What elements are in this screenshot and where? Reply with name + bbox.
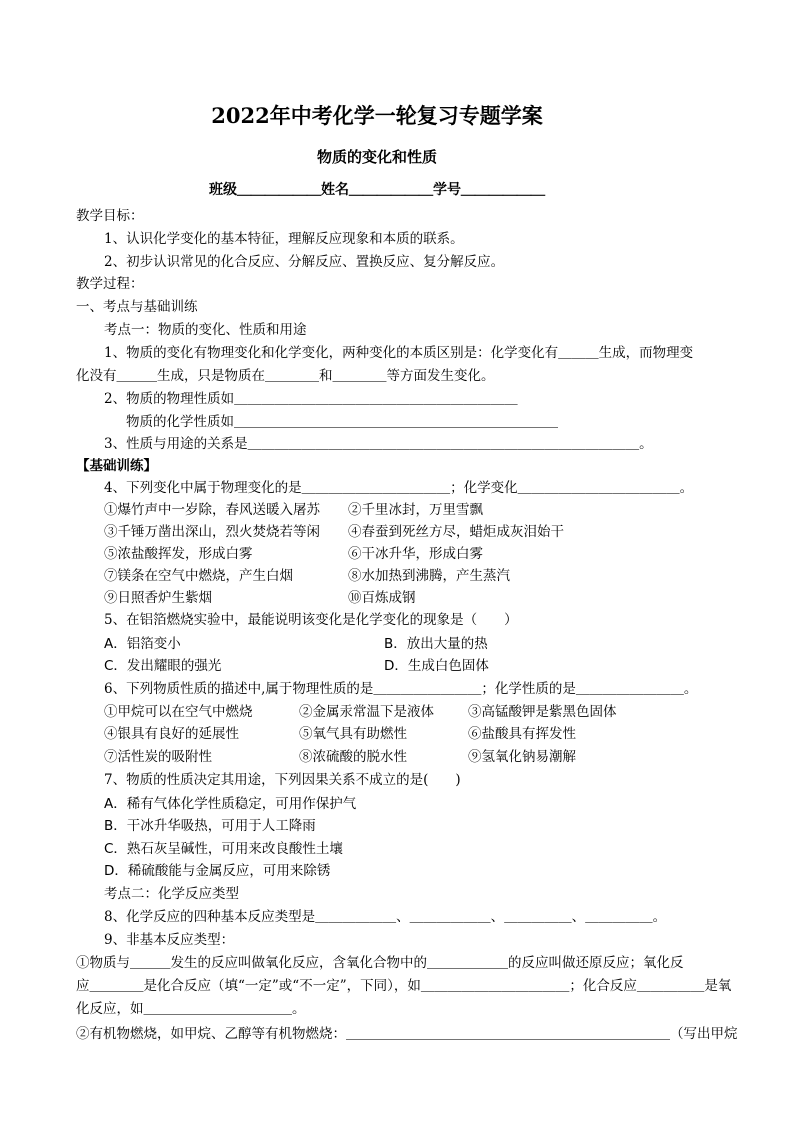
q5-option: D．生成白色固体 [384,658,489,674]
goals-heading: 教学目标： [76,208,144,224]
question-7: 7、物质的性质决定其用途，下列因果关系不成立的是( ) [104,772,461,788]
q4-option: ③千锤万凿出深山，烈火焚烧若等闲 [104,524,320,540]
q6-option: ⑨氢氧化钠易潮解 [468,749,576,765]
question-6: 6、下列物质性质的描述中,属于物理性质的是＿＿＿＿＿＿＿＿；化学性质的是＿＿＿＿＿＿＿＿。 [104,681,698,697]
q7-option: B．干冰升华吸热，可用于人工降雨 [104,818,316,834]
question-9-part-1-line-3: 化反应，如＿＿＿＿＿＿＿＿＿＿＿。 [76,1001,306,1017]
q5-option: B．放出大量的热 [384,636,488,652]
q4-option-row [104,566,754,586]
q4-option: ④春蚕到死丝方尽，蜡炬成灰泪始干 [348,524,564,540]
q6-option: ①甲烷可以在空气中燃烧 [104,704,253,720]
q4-option: ⑤浓盐酸挥发，形成白雾 [104,546,253,562]
question-2-line-1: 2、物质的物理性质如＿＿＿＿＿＿＿＿＿＿＿＿＿＿＿＿＿＿＿＿＿ [104,391,518,407]
q5-option: C．发出耀眼的强光 [104,658,222,674]
question-2-line-2: 物质的化学性质如＿＿＿＿＿＿＿＿＿＿＿＿＿＿＿＿＿＿＿＿＿＿＿＿ [126,414,558,430]
q7-option: C．熟石灰呈碱性，可用来改良酸性土壤 [104,841,343,857]
q4-option: ②千里冰封，万里雪飘 [348,502,483,518]
page-title: 2022年中考化学一轮复习专题学案 [211,103,543,128]
q6-option: ③高锰酸钾是紫黑色固体 [468,704,617,720]
process-heading: 教学过程： [76,276,144,292]
q6-option: ②金属汞常温下是液体 [299,704,434,720]
q4-option: ⑩百炼成钢 [348,590,416,606]
q6-option: ⑤氧气具有助燃性 [299,726,407,742]
q7-option: D．稀硫酸能与金属反应，可用来除锈 [104,863,331,879]
q6-option: ④银具有良好的延展性 [104,726,239,742]
q6-option: ⑧浓硫酸的脱水性 [299,749,407,765]
basic-training-heading: 【基础训练】 [76,458,157,474]
question-3: 3、性质与用途的关系是＿＿＿＿＿＿＿＿＿＿＿＿＿＿＿＿＿＿＿＿＿＿＿＿＿＿＿＿＿。 [104,436,653,452]
q5-option-row [104,634,754,654]
question-9-part-2: ②有机物燃烧，如甲烷、乙醇等有机物燃烧：＿＿＿＿＿＿＿＿＿＿＿＿＿＿＿＿＿＿＿＿＿＿＿＿（写出甲烷 [76,1026,738,1042]
question-9-part-1-line-2: 应＿＿＿＿是化合反应（填“一定”或“不一定”，下同），如＿＿＿＿＿＿＿＿＿＿＿；化合反应＿＿＿＿＿是氧 [76,978,732,994]
page-subtitle: 物质的变化和性质 [316,148,437,166]
goal-2: 2、初步认识常见的化合反应、分解反应、置换反应、复分解反应。 [104,254,505,270]
question-9: 9、非基本反应类型： [104,932,235,948]
question-5: 5、在铝箔燃烧实验中，最能说明该变化是化学变化的现象是（ ） [104,612,518,628]
q5-option: A．铝箔变小 [104,636,181,652]
question-1-line-1: 1、物质的变化有物理变化和化学变化，两种变化的本质区别是：化学变化有＿＿＿生成，而物理变 [104,345,694,361]
q6-option-row [104,747,754,767]
q4-option-row [104,544,754,564]
question-1-line-2: 化没有＿＿＿生成，只是物质在＿＿＿＿和＿＿＿＿等方面发生变化。 [76,368,495,384]
kaodian-1-heading: 考点一：物质的变化、性质和用途 [104,322,307,338]
student-info-line: 班级＿＿＿＿＿＿姓名＿＿＿＿＿＿学号＿＿＿＿＿＿ [209,182,545,198]
kaodian-2-heading: 考点二：化学反应类型 [104,886,239,902]
q5-option-row [104,656,754,676]
q6-option-row [104,702,754,722]
q6-option: ⑦活性炭的吸附性 [104,749,212,765]
q4-option: ⑧水加热到沸腾，产生蒸汽 [348,568,510,584]
q4-option: ⑥干冰升华，形成白雾 [348,546,483,562]
q4-option-row [104,500,754,520]
q4-option-row [104,522,754,542]
goal-1: 1、认识化学变化的基本特征，理解反应现象和本质的联系。 [104,231,464,247]
q7-option: A．稀有气体化学性质稳定，可用作保护气 [104,796,357,812]
question-8: 8、化学反应的四种基本反应类型是＿＿＿＿＿＿、＿＿＿＿＿＿、＿＿＿＿＿、＿＿＿＿＿。 [104,909,667,925]
q4-option: ①爆竹声中一岁除，春风送暖入屠苏 [104,502,320,518]
q4-option: ⑨日照香炉生紫烟 [104,590,212,606]
question-4: 4、下列变化中属于物理变化的是＿＿＿＿＿＿＿＿＿＿＿；化学变化＿＿＿＿＿＿＿＿＿＿＿＿。 [104,480,694,496]
q4-option-row [104,588,754,608]
q4-option: ⑦镁条在空气中燃烧，产生白烟 [104,568,293,584]
question-9-part-1-line-1: ①物质与＿＿＿发生的反应叫做氧化反应，含氧化合物中的＿＿＿＿＿＿的反应叫做还原反应；氧化反 [76,955,684,971]
q6-option: ⑥盐酸具有挥发性 [468,726,576,742]
section-1-heading: 一、考点与基础训练 [76,299,198,315]
q6-option-row [104,724,754,744]
